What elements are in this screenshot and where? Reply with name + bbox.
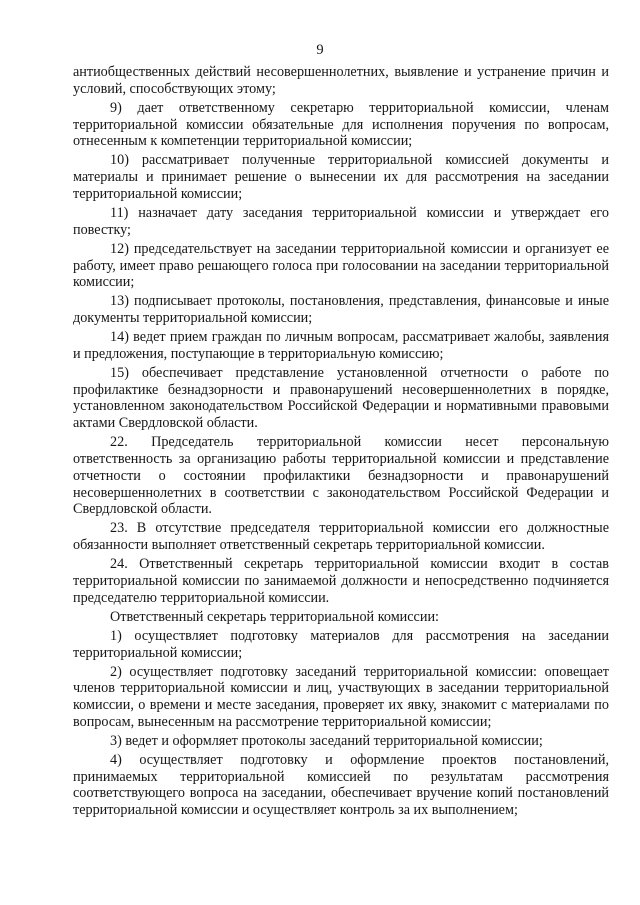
paragraph-clause-24: 24. Ответственный секретарь территориальной комиссии входит в состав территориальной комиссии по занимаемой должности и непосредственно подчиняется председателю территориальной комиссии. xyxy=(73,556,609,606)
paragraph-duty-2: 2) осуществляет подготовку заседаний территориальной комиссии: оповещает членов территориальной комиссии и лиц, участвующих в заседании территориальной комиссии, о времени и месте заседания, проверяет их явку, знакомит с материалами по вопросам, вынесенным на рассмотрение территориальной комиссии; xyxy=(73,663,609,730)
paragraph-duty-4: 4) осуществляет подготовку и оформление проектов постановлений, принимаемых территориальной комиссией по результатам рассмотрения соответствующего вопроса на заседании, обеспечивает вручение копий постановлений территориальной комиссии и осуществляет контроль за их выполнением; xyxy=(73,751,609,819)
paragraph-secretary-intro: Ответственный секретарь территориальной комиссии: xyxy=(110,608,439,625)
paragraph-item-10: 10) рассматривает полученные территориальной комиссией документы и материалы и принимает решение о вынесении их для рассмотрения на заседании территориальной комиссии; xyxy=(73,152,609,202)
paragraph-continuation: антиобщественных действий несовершеннолетних, выявление и устранение причин и условий, способствующих этому; xyxy=(73,64,609,97)
paragraph-clause-23: 23. В отсутствие председателя территориальной комиссии его должностные обязанности выполняет ответственный секретарь территориальной комиссии. xyxy=(73,520,609,554)
paragraph-item-15: 15) обеспечивает представление установленной отчетности о работе по профилактике безнадзорности и правонарушений несовершеннолетних в порядке, установленном законодательством Российской Федерации и нормативными правовыми актами Свердловской области. xyxy=(73,364,609,432)
paragraph-item-14: 14) ведет прием граждан по личным вопросам, рассматривает жалобы, заявления и предложения, поступающие в территориальную комиссию; xyxy=(73,329,609,362)
page-number: 9 xyxy=(316,42,324,58)
paragraph-item-11: 11) назначает дату заседания территориальной комиссии и утверждает его повестку; xyxy=(73,204,609,238)
paragraph-item-12: 12) председательствует на заседании территориальной комиссии и организует ее работу, имеет право решающего голоса при голосовании на заседании территориальной комиссии; xyxy=(73,240,609,291)
paragraph-item-9: 9) дает ответственному секретарю территориальной комиссии, членам территориальной комиссии обязательные для исполнения поручения по вопросам, отнесенным к компетенции территориальной комиссии; xyxy=(73,99,609,150)
paragraph-duty-1: 1) осуществляет подготовку материалов для рассмотрения на заседании территориальной комиссии; xyxy=(73,627,609,661)
paragraph-clause-22: 22. Председатель территориальной комиссии несет персональную ответственность за организацию работы территориальной комиссии и представление отчетности о состоянии профилактики безнадзорности и правонарушений несовершеннолетних в соответствии с законодательством Российской Федерации и Свердловской области. xyxy=(73,434,609,518)
document-body xyxy=(73,64,609,821)
paragraph-duty-3: 3) ведет и оформляет протоколы заседаний территориальной комиссии; xyxy=(110,732,543,749)
paragraph-item-13: 13) подписывает протоколы, постановления, представления, финансовые и иные документы территориальной комиссии; xyxy=(73,293,609,327)
